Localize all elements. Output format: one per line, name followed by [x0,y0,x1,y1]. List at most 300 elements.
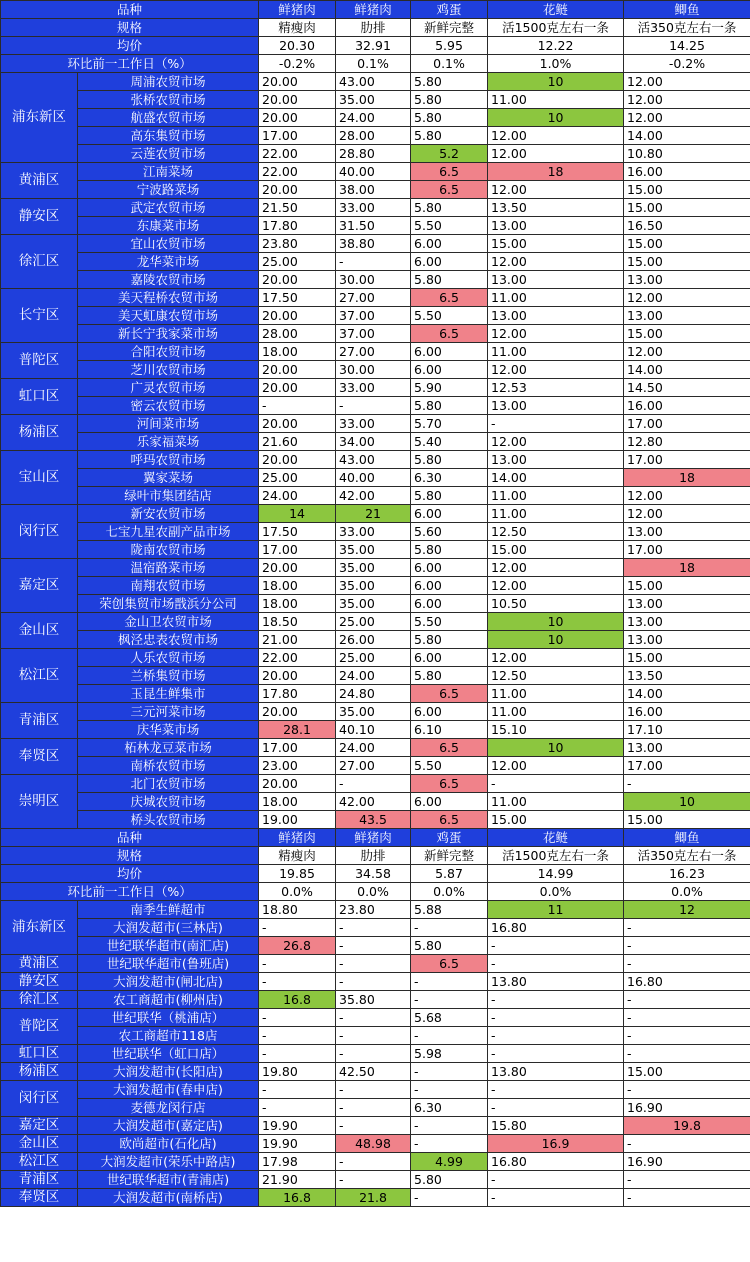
price-cell: 20.00 [259,559,336,577]
price-cell: 17.50 [259,289,336,307]
market-name: 三元河菜市场 [78,703,259,721]
spec-cell: 精瘦肉 [259,19,336,37]
price-cell: - [488,1171,624,1189]
market-row [1,1099,750,1117]
price-cell: 12 [624,901,750,919]
price-cell: 12.00 [488,433,624,451]
spec-cell: 肋排 [336,847,411,865]
price-cell: 6.00 [411,505,488,523]
price-cell: 17.10 [624,721,750,739]
price-cell: 28.00 [336,127,411,145]
average-cell: 5.87 [411,865,488,883]
price-cell: 5.60 [411,523,488,541]
market-row [1,901,750,919]
average-label: 均价 [1,865,259,883]
market-name: 美天虹康农贸市场 [78,307,259,325]
price-cell: - [336,973,411,991]
market-name: 金山卫农贸市场 [78,613,259,631]
average-cell: 20.30 [259,37,336,55]
district-name: 静安区 [1,973,78,991]
change-cell: 0.0% [411,883,488,901]
price-cell: 15.00 [624,811,750,829]
change-row [1,55,750,73]
price-cell: 12.80 [624,433,750,451]
price-cell: 16.80 [488,919,624,937]
price-cell: - [336,775,411,793]
price-cell: 14.00 [624,685,750,703]
price-cell: 20.00 [259,307,336,325]
change-cell: -0.2% [259,55,336,73]
price-cell: - [624,991,750,1009]
market-row [1,469,750,487]
price-cell: - [624,937,750,955]
market-row [1,361,750,379]
price-cell: 20.00 [259,361,336,379]
market-row [1,271,750,289]
price-cell: 6.00 [411,577,488,595]
change-cell: 1.0% [488,55,624,73]
price-cell: - [488,1081,624,1099]
price-cell: 34.00 [336,433,411,451]
price-cell: - [336,1027,411,1045]
market-row [1,1009,750,1027]
price-cell: 5.80 [411,91,488,109]
price-cell: 18.00 [259,793,336,811]
market-row [1,1189,750,1207]
price-cell: 13.00 [624,271,750,289]
price-cell: 5.50 [411,307,488,325]
price-cell: 10.80 [624,145,750,163]
market-name: 密云农贸市场 [78,397,259,415]
price-cell: 19.80 [259,1063,336,1081]
market-name: 广灵农贸市场 [78,379,259,397]
price-cell: 5.80 [411,127,488,145]
price-cell: 13.50 [488,199,624,217]
market-row [1,487,750,505]
average-cell: 34.58 [336,865,411,883]
average-label: 均价 [1,37,259,55]
price-cell: 13.00 [624,523,750,541]
market-name: 大润发超市(南桥店) [78,1189,259,1207]
district-name: 嘉定区 [1,559,78,613]
price-cell: 20.00 [259,73,336,91]
price-cell: 5.80 [411,937,488,955]
market-name: 南桥农贸市场 [78,757,259,775]
price-cell: - [336,919,411,937]
market-name: 乐家福菜场 [78,433,259,451]
price-cell: 15.00 [624,199,750,217]
price-cell: 28.00 [259,325,336,343]
price-cell: - [411,1189,488,1207]
price-cell: 12.00 [488,181,624,199]
price-cell: 25.00 [336,649,411,667]
price-cell: 10 [488,73,624,91]
price-cell: 12.00 [488,577,624,595]
market-name: 荣创集贸市场戬浜分公司 [78,595,259,613]
price-cell: 35.80 [336,991,411,1009]
market-name: 嘉陵农贸市场 [78,271,259,289]
market-name: 庆城农贸市场 [78,793,259,811]
average-cell: 32.91 [336,37,411,55]
price-cell: 18 [624,559,750,577]
price-cell: 6.5 [411,289,488,307]
price-cell: 16.8 [259,1189,336,1207]
price-cell: 11.00 [488,289,624,307]
price-cell: 10 [488,613,624,631]
price-cell: 22.00 [259,145,336,163]
price-cell: 18.00 [259,577,336,595]
price-cell: 14 [259,505,336,523]
market-row [1,1081,750,1099]
price-cell: 43.00 [336,73,411,91]
market-name: 大润发超市(闸北店) [78,973,259,991]
price-cell: 11.00 [488,343,624,361]
price-cell: - [259,919,336,937]
price-cell: 48.98 [336,1135,411,1153]
price-cell: 14.00 [624,361,750,379]
price-cell: - [336,1117,411,1135]
price-cell: 40.00 [336,469,411,487]
district-name: 浦东新区 [1,73,78,163]
price-cell: 11.00 [488,685,624,703]
market-name: 世纪联华超市(鲁班店) [78,955,259,973]
average-cell: 12.22 [488,37,624,55]
market-row [1,343,750,361]
price-cell: 24.80 [336,685,411,703]
change-cell: 0.0% [488,883,624,901]
spec-cell: 活350克左右一条 [624,19,750,37]
price-cell: 11.00 [488,91,624,109]
average-cell: 19.85 [259,865,336,883]
spec-cell: 活1500克左右一条 [488,847,624,865]
price-cell: 5.68 [411,1009,488,1027]
price-cell: 43.00 [336,451,411,469]
header-cell: 花鲢 [488,829,624,847]
district-name: 杨浦区 [1,415,78,451]
market-row [1,919,750,937]
price-cell: 12.50 [488,667,624,685]
price-cell: 35.00 [336,577,411,595]
price-cell: 16.00 [624,163,750,181]
market-name: 云莲农贸市场 [78,145,259,163]
price-cell: - [624,919,750,937]
price-cell: 6.00 [411,235,488,253]
price-cell: - [624,1081,750,1099]
market-row [1,937,750,955]
price-cell: 5.70 [411,415,488,433]
price-cell: 5.80 [411,487,488,505]
market-name: 温宿路菜市场 [78,559,259,577]
spec-label: 规格 [1,19,259,37]
change-cell: 0.1% [336,55,411,73]
market-row [1,703,750,721]
price-cell: 16.90 [624,1099,750,1117]
price-cell: - [259,1099,336,1117]
price-cell: - [336,1081,411,1099]
price-cell: 17.00 [259,541,336,559]
price-cell: 21.90 [259,1171,336,1189]
market-row [1,1063,750,1081]
price-cell: 13.00 [488,307,624,325]
header-cell: 鲫鱼 [624,829,750,847]
price-cell: 16.00 [624,703,750,721]
price-cell: 15.00 [624,235,750,253]
price-cell: 15.00 [488,811,624,829]
market-row [1,235,750,253]
price-cell: 13.00 [488,451,624,469]
price-cell: - [624,955,750,973]
price-cell: - [411,1081,488,1099]
price-cell: 12.50 [488,523,624,541]
market-row [1,253,750,271]
district-name: 青浦区 [1,703,78,739]
price-cell: 17.00 [624,415,750,433]
market-row [1,595,750,613]
spec-cell: 新鲜完整 [411,847,488,865]
district-name: 崇明区 [1,775,78,829]
market-row [1,1153,750,1171]
price-cell: 19.8 [624,1117,750,1135]
price-cell: 20.00 [259,379,336,397]
district-name: 徐汇区 [1,235,78,289]
price-cell: 23.80 [336,901,411,919]
price-cell: 37.00 [336,325,411,343]
price-cell: 15.00 [624,325,750,343]
price-cell: 12.00 [624,91,750,109]
market-row [1,577,750,595]
market-name: 大润发超市(嘉定店) [78,1117,259,1135]
price-cell: 5.80 [411,667,488,685]
price-cell: 15.00 [624,1063,750,1081]
spec-cell: 新鲜完整 [411,19,488,37]
price-cell: 19.90 [259,1135,336,1153]
district-name: 静安区 [1,199,78,235]
price-cell: - [336,1009,411,1027]
price-cell: 11 [488,901,624,919]
market-name: 龙华菜市场 [78,253,259,271]
price-cell: 11.00 [488,793,624,811]
price-cell: 27.00 [336,343,411,361]
price-cell: 12.00 [624,109,750,127]
header-row [1,829,750,847]
price-cell: - [411,1027,488,1045]
market-name: 世纪联华超市(南汇店) [78,937,259,955]
market-row [1,541,750,559]
market-name: 柘林龙豆菜市场 [78,739,259,757]
market-name: 河间菜市场 [78,415,259,433]
change-cell: -0.2% [624,55,750,73]
price-cell: 6.00 [411,649,488,667]
district-name: 奉贤区 [1,1189,78,1207]
market-name: 兰桥集贸市场 [78,667,259,685]
market-row [1,433,750,451]
price-cell: 12.00 [624,505,750,523]
price-cell: - [624,775,750,793]
price-cell: 12.00 [624,343,750,361]
district-name: 金山区 [1,1135,78,1153]
price-cell: 12.00 [624,73,750,91]
price-cell: 24.00 [259,487,336,505]
price-cell: 18.00 [259,595,336,613]
price-cell: 11.00 [488,703,624,721]
market-row [1,1171,750,1189]
price-cell: 5.50 [411,217,488,235]
price-cell: 12.00 [624,487,750,505]
price-cell: 30.00 [336,271,411,289]
market-row [1,1027,750,1045]
header-row [1,1,750,19]
spec-row [1,847,750,865]
price-cell: 10.50 [488,595,624,613]
price-cell: 6.5 [411,685,488,703]
price-cell: 11.00 [488,487,624,505]
price-cell: 24.00 [336,109,411,127]
spec-row [1,19,750,37]
price-cell: 22.00 [259,649,336,667]
price-cell: 40.00 [336,163,411,181]
market-name: 南季生鲜超市 [78,901,259,919]
market-row [1,811,750,829]
price-cell: 17.00 [624,451,750,469]
price-cell: 14.50 [624,379,750,397]
market-row [1,289,750,307]
market-name: 枫泾忠表农贸市场 [78,631,259,649]
price-cell: 20.00 [259,415,336,433]
price-cell: 23.00 [259,757,336,775]
price-cell: - [488,955,624,973]
price-cell: 33.00 [336,199,411,217]
price-cell: - [488,775,624,793]
market-row [1,1117,750,1135]
average-row [1,865,750,883]
price-cell: 21.8 [336,1189,411,1207]
market-name: 庆华菜市场 [78,721,259,739]
price-cell: 5.50 [411,613,488,631]
price-cell: 6.30 [411,1099,488,1117]
market-name: 新安农贸市场 [78,505,259,523]
price-cell: 20.00 [259,775,336,793]
price-cell: - [259,397,336,415]
district-name: 松江区 [1,1153,78,1171]
market-row [1,721,750,739]
market-row [1,775,750,793]
market-name: 新长宁我家菜市场 [78,325,259,343]
price-cell: 27.00 [336,757,411,775]
price-cell: 13.00 [624,595,750,613]
market-name: 世纪联华（虹口店） [78,1045,259,1063]
district-name: 杨浦区 [1,1063,78,1081]
price-cell: 16.50 [624,217,750,235]
district-name: 徐汇区 [1,991,78,1009]
price-cell: 10 [488,739,624,757]
market-row [1,1135,750,1153]
price-cell: - [624,1009,750,1027]
price-cell: 26.00 [336,631,411,649]
market-row [1,127,750,145]
price-cell: - [488,991,624,1009]
price-cell: 21.50 [259,199,336,217]
price-cell: 17.80 [259,217,336,235]
price-cell: 35.00 [336,559,411,577]
price-cell: 11.00 [488,505,624,523]
market-row [1,379,750,397]
price-cell: 13.00 [624,613,750,631]
price-cell: 12.00 [488,145,624,163]
price-cell: - [488,937,624,955]
change-cell: 0.0% [624,883,750,901]
market-row [1,793,750,811]
price-cell: 17.00 [259,739,336,757]
price-cell: 6.5 [411,955,488,973]
market-name: 张桥农贸市场 [78,91,259,109]
market-row [1,73,750,91]
price-cell: 4.99 [411,1153,488,1171]
header-cell: 鲜猪肉 [336,1,411,19]
price-cell: 16.00 [624,397,750,415]
price-cell: 16.8 [259,991,336,1009]
market-row [1,145,750,163]
market-name: 南翔农贸市场 [78,577,259,595]
price-cell: 22.00 [259,163,336,181]
district-name: 闵行区 [1,505,78,559]
price-cell: 35.00 [336,91,411,109]
market-name: 七宝九星农副产品市场 [78,523,259,541]
market-name: 航盛农贸市场 [78,109,259,127]
market-name: 翼家菜场 [78,469,259,487]
market-name: 人乐农贸市场 [78,649,259,667]
price-cell: 15.00 [624,577,750,595]
price-cell: 6.5 [411,739,488,757]
market-name: 周浦农贸市场 [78,73,259,91]
price-cell: 19.90 [259,1117,336,1135]
price-cell: 13.80 [488,973,624,991]
district-name: 黄浦区 [1,955,78,973]
price-cell: 21.00 [259,631,336,649]
price-cell: 27.00 [336,289,411,307]
price-cell: 18 [488,163,624,181]
price-cell: 15.80 [488,1117,624,1135]
market-row [1,685,750,703]
price-cell: 16.90 [624,1153,750,1171]
price-cell: 6.00 [411,559,488,577]
price-cell: 5.80 [411,397,488,415]
price-cell: 12.00 [488,253,624,271]
price-cell: 5.98 [411,1045,488,1063]
price-cell: 37.00 [336,307,411,325]
price-cell: 5.80 [411,271,488,289]
market-row [1,307,750,325]
price-cell: - [624,1189,750,1207]
price-cell: 15.00 [624,649,750,667]
price-cell: 24.00 [336,739,411,757]
market-name: 农工商超市118店 [78,1027,259,1045]
district-name: 长宁区 [1,289,78,343]
spec-cell: 肋排 [336,19,411,37]
price-cell: - [411,919,488,937]
price-cell: 16.9 [488,1135,624,1153]
price-cell: 5.80 [411,541,488,559]
price-cell: - [259,973,336,991]
market-row [1,955,750,973]
market-row [1,199,750,217]
price-cell: 5.2 [411,145,488,163]
average-cell: 5.95 [411,37,488,55]
district-name: 金山区 [1,613,78,649]
price-cell: 20.00 [259,109,336,127]
price-cell: 16.80 [624,973,750,991]
price-cell: 5.80 [411,631,488,649]
price-cell: 17.80 [259,685,336,703]
